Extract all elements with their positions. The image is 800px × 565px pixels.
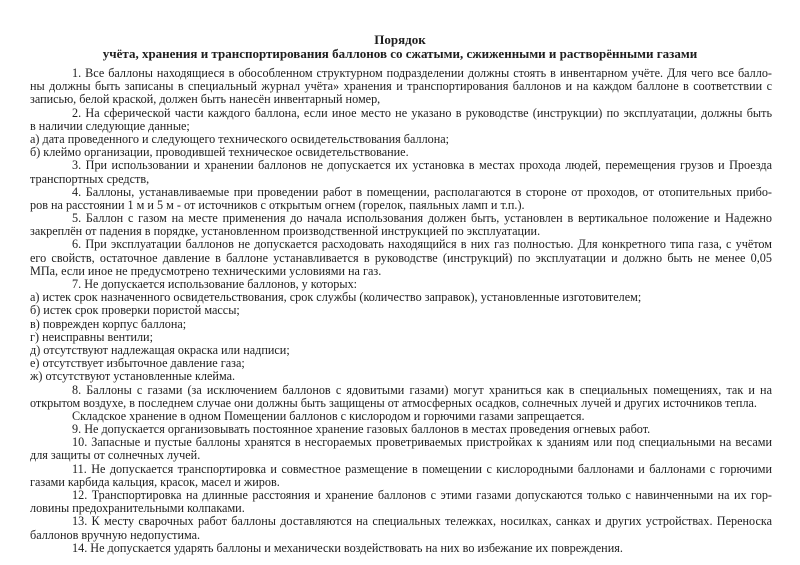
text-line: е) отсутствует избыточное давление газа; (30, 357, 245, 371)
text-line: в) поврежден корпус баллона; (30, 317, 187, 331)
paragraph (30, 384, 772, 410)
paragraph (30, 542, 772, 555)
text-line: 2. На сферической части каждого баллона, если иное место не указано в руководстве (инструкции) по эксплуатации, должны быть (72, 106, 772, 120)
list-subitem (30, 304, 772, 317)
paragraph (30, 436, 772, 462)
text-line: закреплён от падения в порядке, установленном производственной инструкцией по эксплуатации. (30, 225, 541, 239)
text-line: 13. К месту сварочных работ баллоны доставляются на специальных тележках, носилках, санках и других устройствах. Переноска (72, 515, 772, 529)
text-line: Складское хранение в одном Помещении баллонов с кислородом и горючими газами запрещается. (72, 409, 585, 423)
text-line: 6. При эксплуатации баллонов не допускается расходовать находящийся в них газ полностью. Для конкретного типа газа, с учётом (72, 238, 772, 252)
document-title: Порядок (374, 32, 426, 47)
paragraph (30, 489, 772, 515)
paragraph (30, 159, 772, 185)
paragraph (30, 278, 772, 291)
list-subitem (30, 318, 772, 331)
paragraph (30, 410, 772, 423)
text-line: б) клеймо организации, проводившей техническое освидетельствование. (30, 146, 409, 160)
text-line: ловины предохранительными колпаками. (30, 502, 245, 516)
paragraph (30, 212, 772, 238)
paragraph (30, 107, 772, 133)
list-subitem (30, 146, 772, 159)
text-line: 8. Баллоны с газами (за исключением баллонов с ядовитыми газами) могут храниться как в специальных помещениях, так и на (72, 383, 772, 397)
text-line: 1. Все баллоны находящиеся в обособленном структурном подразделении должны стоять в инвентарном учёте. Для чего все балло- (72, 67, 772, 80)
text-line: ны должны быть записаны в специальный журнал учёта» хранения и транспортирования баллонов и на каждом баллоне в соответствии с (30, 80, 772, 94)
text-line: 14. Не допускается ударять баллоны и механически воздействовать на них во избежание их повреждения. (72, 541, 623, 555)
text-line: записью, белой краской, должен быть нанесён инвентарный номер, (30, 93, 381, 107)
paragraph (30, 186, 772, 212)
paragraph (30, 423, 772, 436)
text-line: 5. Баллон с газом на месте применения до начала использования должен быть, установлен в вертикальное положение и Надежно (72, 212, 772, 226)
text-line: 3. При использовании и хранении баллонов не допускается их установка в местах прохода людей, перемещения грузов и Проезда (72, 159, 772, 173)
text-line: газами карбида кальция, красок, масел и жиров. (30, 475, 280, 489)
text-line: 12. Транспортировка на длинные расстояния и хранение баллонов с этими газами допускаются только с навинченными на их гор- (72, 489, 772, 502)
text-line: его свойств, остаточное давление в баллоне устанавливается в руководстве (инструкций) по эксплуатации и должно быть не менее 0,05 (30, 251, 772, 265)
document-subtitle: учёта, хранения и транспортирования баллонов со сжатыми, сжиженными и растворёнными газами (102, 46, 698, 61)
list-subitem (30, 291, 772, 304)
list-subitem (30, 344, 772, 357)
list-subitem (30, 357, 772, 370)
text-line: 9. Не допускается организовывать постоянное хранение газовых баллонов в местах проведения огневых работ. (72, 423, 651, 437)
text-line: 11. Не допускается транспортировка и совместное размещение в помещении с кислородными баллонами и баллонами с горючими (72, 462, 772, 476)
text-line: 7. Не допускается использование баллонов, у которых: (72, 278, 358, 291)
text-line: ров на расстоянии 1 м и 5 м - от источников с открытым огнем (горелок, паяльных ламп и т.п.). (30, 198, 525, 212)
text-line: МПа, если иное не предусмотрено техническими условиями на газ. (30, 264, 382, 278)
text-line: в наличии следующие данные; (30, 119, 190, 133)
list-subitem (30, 370, 772, 383)
list-subitem (30, 133, 772, 146)
document-body (30, 67, 772, 555)
paragraph (30, 463, 772, 489)
text-line: баллонов вручную недопустима. (30, 528, 201, 542)
text-line: для защиты от солнечных лучей. (30, 449, 201, 463)
paragraph (30, 238, 772, 278)
text-line: д) отсутствуют надлежащая окраска или надписи; (30, 343, 290, 357)
text-line: а) истек срок назначенного освидетельствования, срок службы (количество заправок), установленные изготовителем; (30, 291, 642, 305)
list-subitem (30, 331, 772, 344)
text-line: 10. Запасные и пустые баллоны хранятся в несгораемых проветриваемых пристройках к зданиям или под специальными на весами (72, 436, 772, 450)
text-line: г) неисправны вентили; (30, 330, 153, 344)
paragraph (30, 67, 772, 107)
paragraph (30, 515, 772, 541)
text-line: 4. Баллоны, устанавливаемые при проведении работ в помещении, располагаются в стороне от проходов, от отопительных прибо- (72, 185, 772, 199)
text-line: открытом воздухе, в последнем случае они должны быть защищены от атмосферных осадков, солнечных лучей и других источников тепла. (30, 396, 757, 410)
text-line: а) дата проведенного и следующего технического освидетельствования баллона; (30, 132, 450, 146)
text-line: ж) отсутствуют установленные клейма. (30, 370, 236, 384)
text-line: б) истек срок проверки пористой массы; (30, 304, 240, 318)
text-line: транспортных средств, (30, 172, 150, 186)
